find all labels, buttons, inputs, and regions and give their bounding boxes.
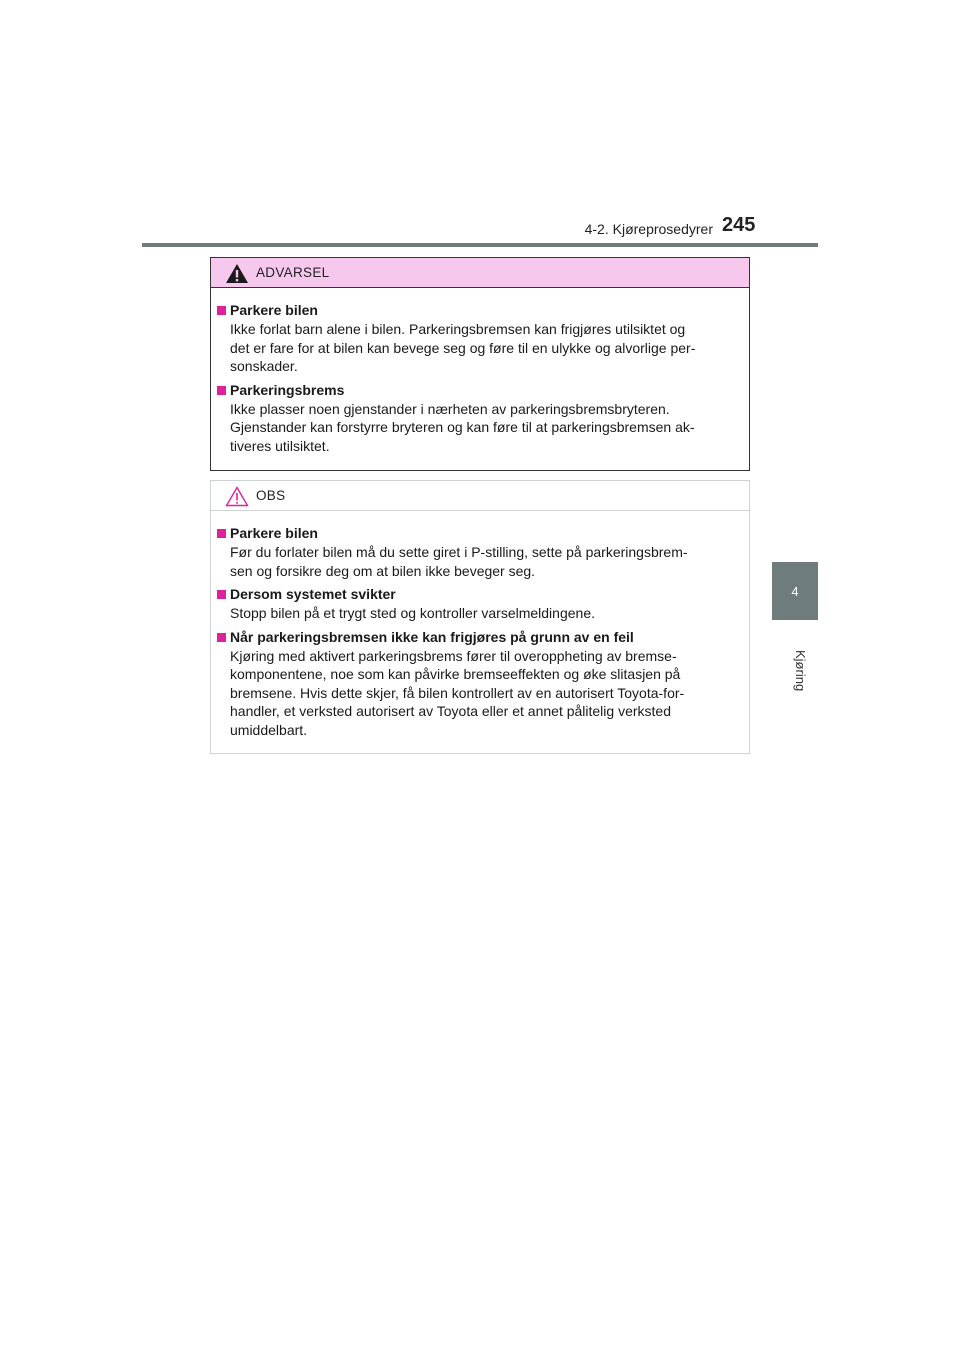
bullet-square-icon [217, 386, 226, 395]
item-title-text: Parkeringsbrems [230, 381, 345, 398]
notice-label: OBS [256, 488, 286, 503]
text-line: komponentene, noe som kan påvirke bremseeffekten og øke slitasjen på [230, 666, 681, 682]
notice-header [211, 481, 749, 511]
text-line: det er fare for at bilen kan bevege seg og føre til en ulykke og alvorlige per- [230, 339, 696, 356]
header-rule [142, 243, 818, 247]
text-line: Stopp bilen på et trygt sted og kontroller varselmeldingene. [230, 605, 595, 621]
text-line: tiveres utilsiktet. [230, 437, 330, 454]
text-line: Gjenstander kan forstyrre bryteren og kan føre til at parkeringsbremsen ak- [230, 419, 695, 435]
warning-triangle-icon [225, 263, 249, 284]
item-title-text: Parkere bilen [230, 302, 318, 318]
notice-item [217, 628, 741, 740]
text-line: Ikke plasser noen gjenstander i nærheten av parkeringsbremsbryteren. [230, 400, 670, 417]
notice-item-text [217, 543, 741, 580]
notice-item-text [217, 647, 741, 740]
warning-item-title [217, 381, 741, 400]
warning-item [217, 301, 741, 376]
notice-body [211, 511, 749, 739]
text-line: bremsene. Hvis dette skjer, få bilen kontrollert av en autorisert Toyota-for- [230, 684, 685, 701]
warning-box [210, 257, 750, 471]
notice-box [210, 480, 750, 754]
item-title-text: Dersom systemet svikter [230, 586, 396, 602]
notice-item-text [217, 604, 741, 623]
text-line: handler, et verksted autorisert av Toyota eller et annet pålitelig verksted [230, 703, 671, 719]
warning-item-text [217, 320, 741, 376]
item-title-text: Parkere bilen [230, 525, 318, 541]
text-line: Ikke forlat barn alene i bilen. Parkeringsbremsen kan frigjøres utilsiktet og [230, 321, 686, 337]
notice-item-title [217, 628, 741, 647]
notice-item-title [217, 585, 741, 604]
text-line: Kjøring med aktivert parkeringsbrems fører til overoppheting av bremse- [230, 647, 677, 664]
section-title: 4-2. Kjøreprosedyrer [584, 221, 713, 237]
bullet-square-icon [217, 306, 226, 315]
bullet-square-icon [217, 633, 226, 642]
notice-item-title [217, 524, 741, 543]
chapter-tab: 4 [772, 562, 818, 620]
text-line: umiddelbart. [230, 721, 308, 738]
text-line: sen og forsikre deg om at bilen ikke beveger seg. [230, 562, 536, 579]
warning-header [211, 258, 749, 288]
text-line: sonskader. [230, 358, 298, 374]
warning-body [211, 288, 749, 455]
warning-label: ADVARSEL [256, 265, 330, 280]
warning-item-title [217, 301, 741, 320]
notice-item [217, 524, 741, 580]
notice-item [217, 585, 741, 623]
item-title-text: Når parkeringsbremsen ikke kan frigjøres på grunn av en feil [230, 628, 634, 645]
bullet-square-icon [217, 529, 226, 538]
caution-triangle-icon [225, 486, 249, 507]
text-line: Før du forlater bilen må du sette giret i P-stilling, sette på parkeringsbrem- [230, 544, 688, 560]
warning-item-text [217, 400, 741, 456]
warning-item [217, 381, 741, 456]
chapter-label: Kjøring [793, 650, 808, 692]
page-number: 245 [722, 214, 756, 236]
bullet-square-icon [217, 590, 226, 599]
